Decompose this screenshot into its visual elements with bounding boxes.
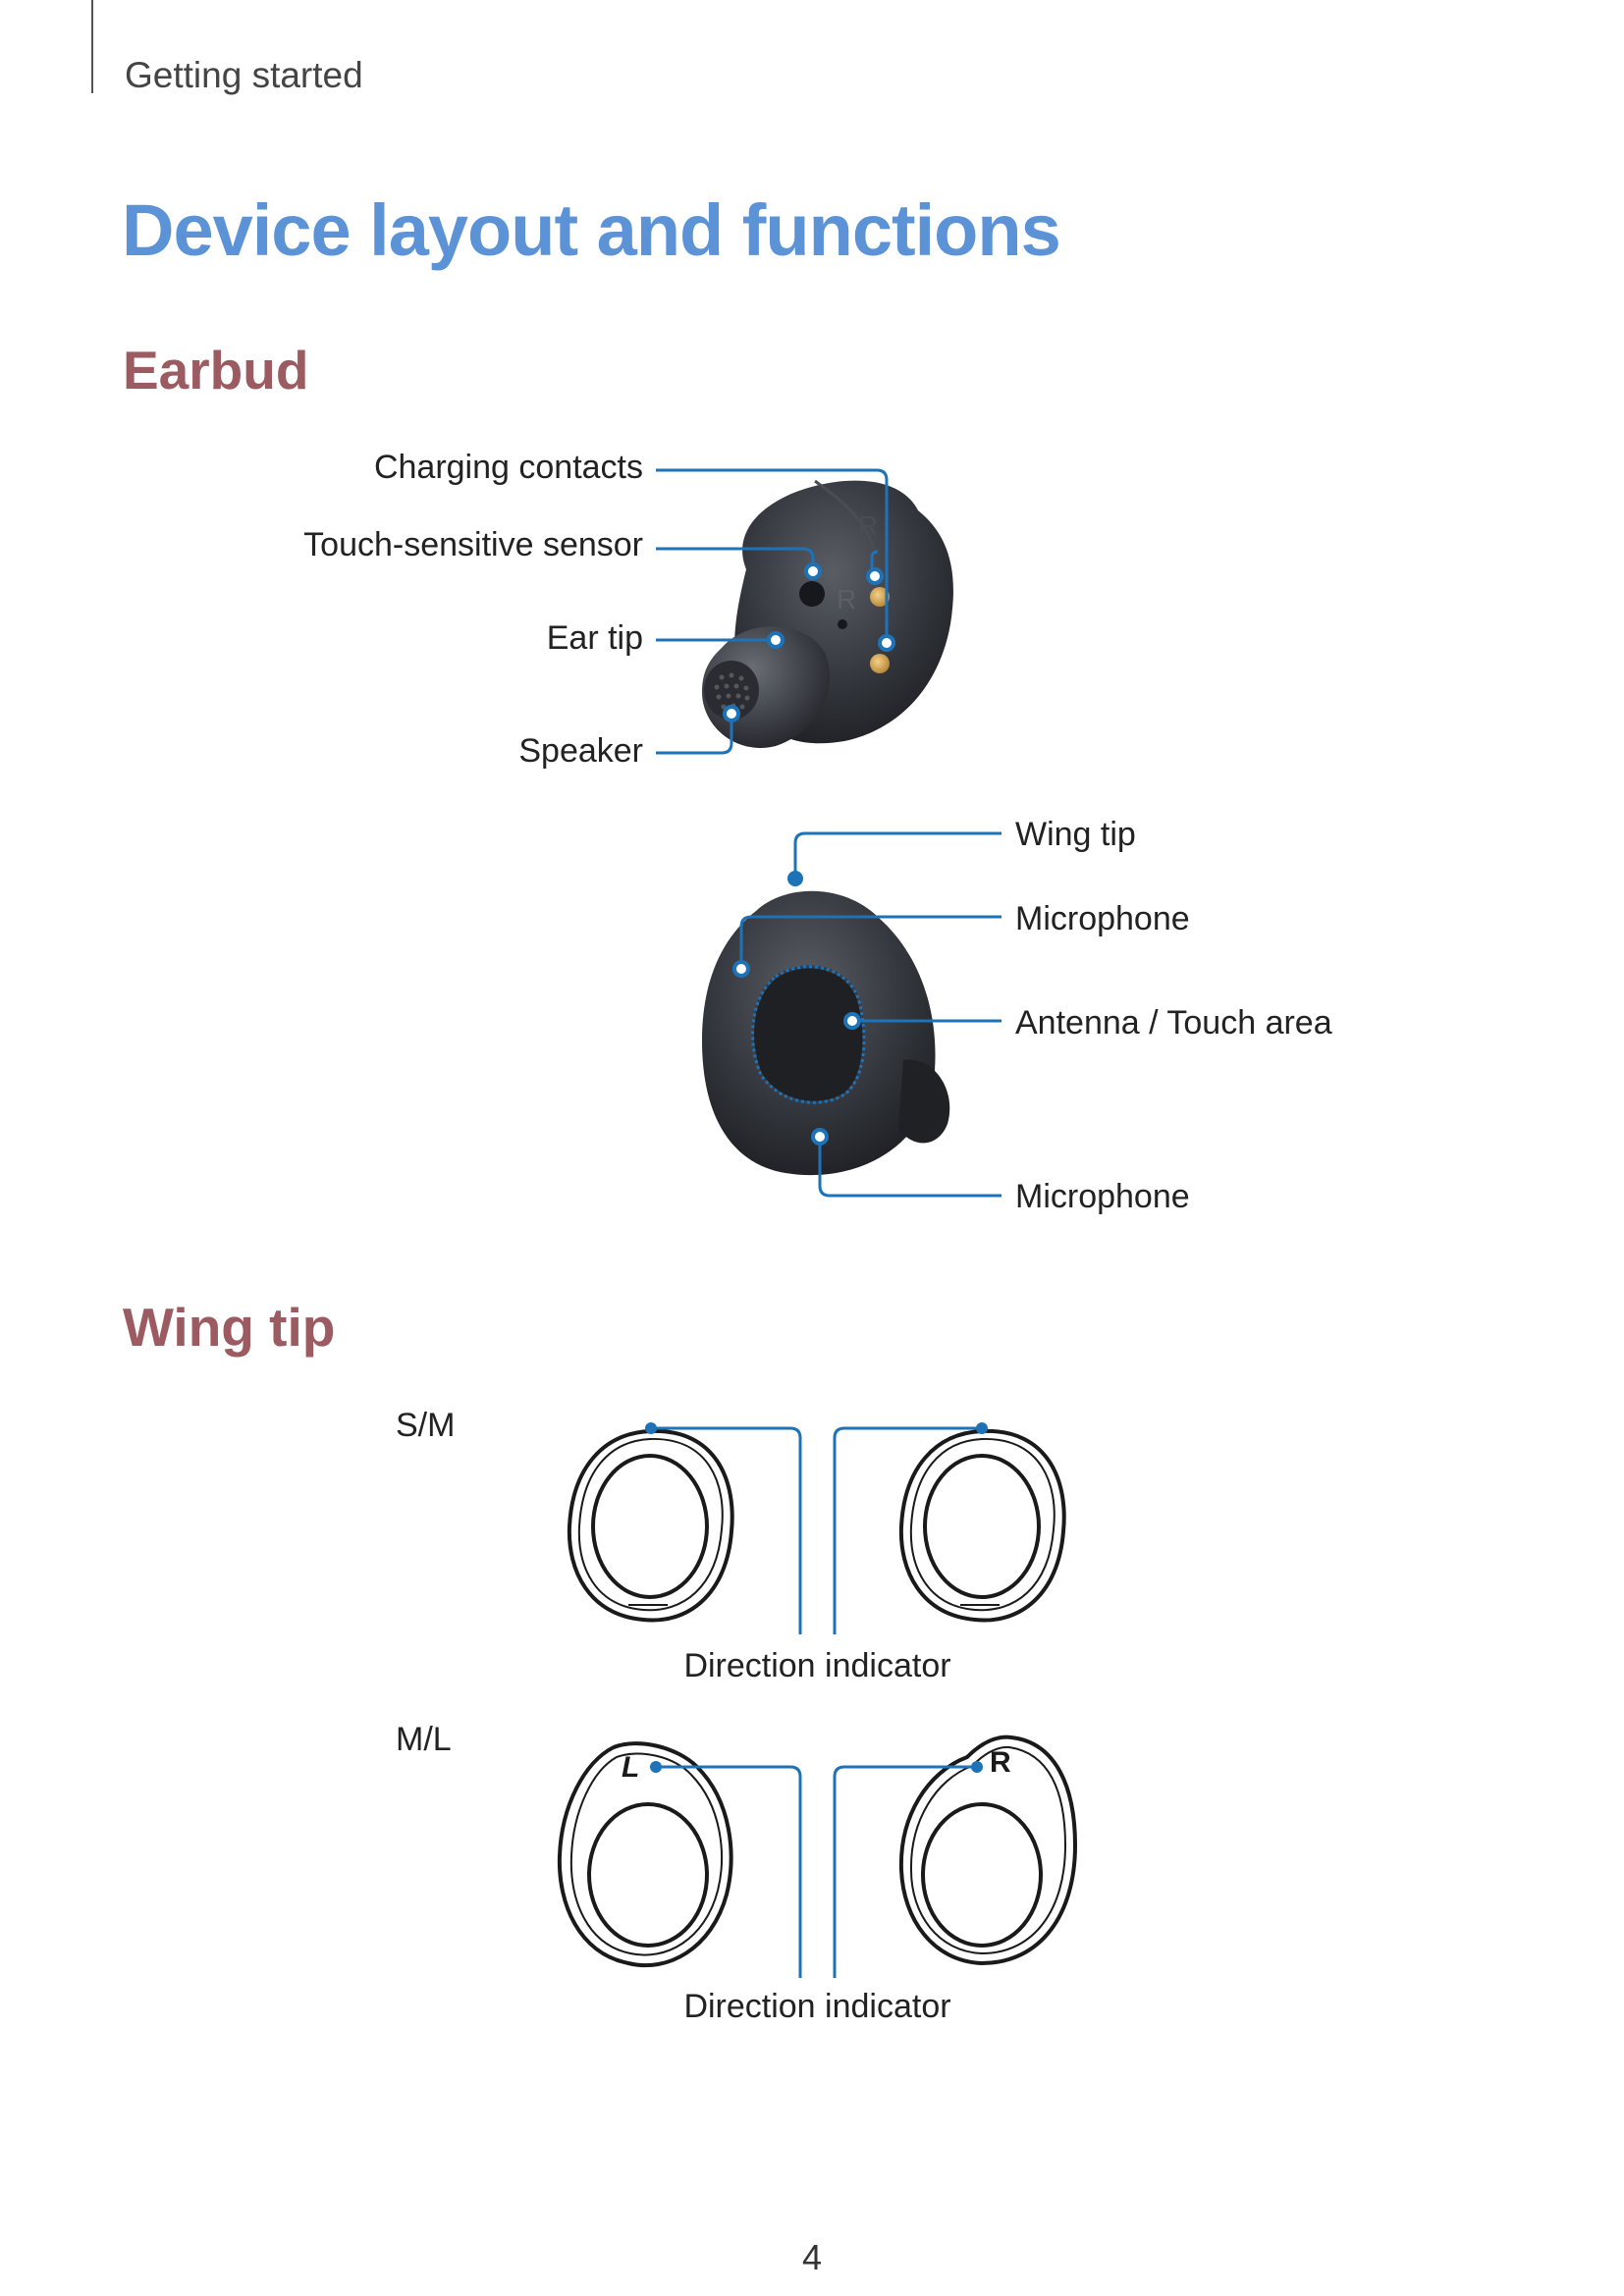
charging-contact-2: [870, 654, 890, 673]
section-heading-wing-tip: Wing tip: [123, 1297, 336, 1358]
wingtip-ml-left: [560, 1743, 731, 1965]
label-touch-sensor: Touch-sensitive sensor: [303, 526, 643, 563]
wingtip-sm-left: [569, 1431, 732, 1621]
label-direction-indicator-sm: Direction indicator: [683, 1647, 951, 1684]
wingtip-marking-left: L: [622, 1751, 640, 1784]
wingtip-sm-right: [901, 1431, 1064, 1621]
page-title: Device layout and functions: [122, 189, 1060, 271]
running-head: Getting started: [125, 55, 363, 95]
earbud-side-letter: R: [837, 584, 857, 614]
label-microphone-top: Microphone: [1015, 900, 1190, 937]
touch-sensor-hole: [799, 581, 825, 607]
label-direction-indicator-ml: Direction indicator: [683, 1988, 951, 2025]
label-charging-contacts: Charging contacts: [373, 449, 643, 486]
ear-tip-back: [898, 1060, 949, 1144]
antenna-touch-area: [753, 967, 864, 1102]
wingtip-marking-right: R: [990, 1746, 1011, 1779]
earbud-side-letter-top: R: [858, 510, 879, 541]
direction-callouts-ml: [656, 1767, 977, 1978]
label-ear-tip: Ear tip: [546, 619, 643, 657]
label-microphone-bottom: Microphone: [1015, 1178, 1190, 1215]
label-wing-tip: Wing tip: [1015, 816, 1136, 853]
section-heading-earbud: Earbud: [123, 340, 309, 400]
label-size-sm: S/M: [396, 1407, 456, 1444]
label-speaker: Speaker: [518, 732, 643, 770]
label-size-ml: M/L: [396, 1721, 452, 1758]
label-antenna-touch-area: Antenna / Touch area: [1015, 1004, 1332, 1041]
page-number: 4: [801, 2237, 823, 2277]
earbud-side-view: [702, 481, 953, 748]
wingtip-ml-right: [901, 1737, 1075, 1963]
